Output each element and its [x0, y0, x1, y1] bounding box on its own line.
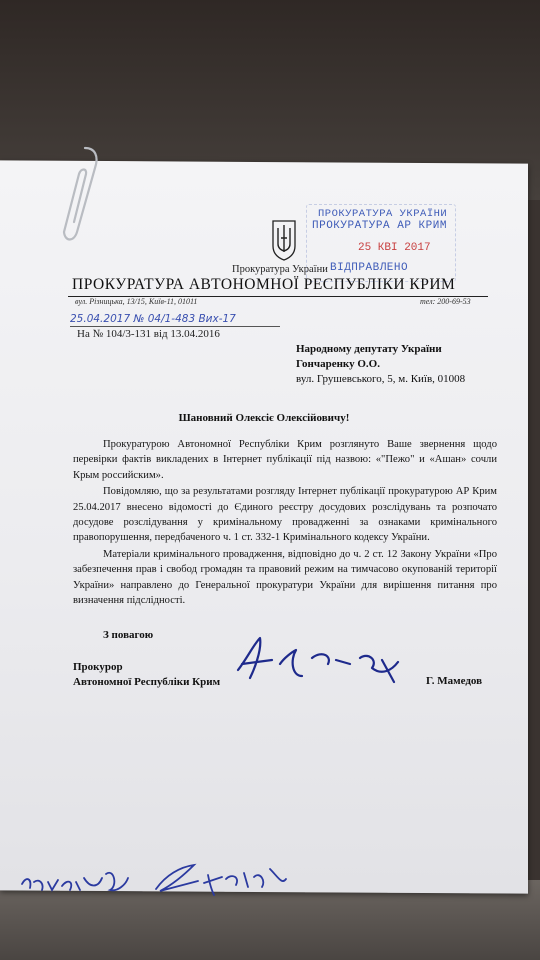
closing: З повагою — [103, 629, 154, 641]
registration-underline — [70, 326, 280, 327]
paperclip-icon — [55, 140, 105, 260]
signer-title — [73, 660, 220, 690]
trident-emblem-icon — [270, 218, 298, 262]
agency-address: вул. Різницька, 13/15, Київ-11, 01011 — [75, 297, 198, 306]
greeting: Шановний Олексіє Олексійовичу! — [178, 412, 350, 424]
signer-name: Г. Мамедов — [426, 675, 483, 687]
paragraph-3: Матеріали кримінального провадження, відповідно до ч. 2 ст. 12 Закону України «Про забезпечення прав і свобод громадян та правовий режим на тимчасово окупованій території України» направлено до Генеральної прокуратури України для вирішення питання про визначення підслідності. — [73, 548, 497, 607]
signature-icon — [232, 630, 412, 690]
recipient-name: Гончаренку О.О. — [296, 358, 380, 370]
recipient-address: вул. Грушевського, 5, м. Київ, 01008 — [296, 373, 466, 385]
stamp-line-1: ПРОКУРАТУРА УКРАЇНИ — [318, 208, 448, 220]
recipient-block — [296, 342, 465, 387]
stamp-line-3: ВІДПРАВЛЕНО — [330, 262, 409, 274]
agency-phone: тел: 200-69-53 — [420, 297, 471, 306]
stamp-line-2: ПРОКУРАТУРА АР КРИМ — [312, 220, 447, 232]
signer-title-line-1: Прокурор — [73, 661, 123, 673]
paragraph-2: Повідомляю, що за результатами розгляду Інтернет публікації прокуратурою АР Крим 25.04.2017 внесено відомості до Єдиного реєстру досудових розслідувань та розпочато досудове розслідування у кримінальному провадженні за ознаками кримінального правопорушення, передбаченого ч. 1 ст. 332-1 Кримінального кодексу України. — [73, 486, 497, 544]
handwritten-note-2-icon — [150, 855, 290, 900]
reference-number: На № 104/3-131 від 13.04.2016 — [77, 328, 220, 340]
handwritten-note-1-icon — [18, 860, 133, 900]
agency-small-title: Прокуратура України — [232, 264, 328, 275]
registration-number: 25.04.2017 № 04/1-483 Вих-17 — [70, 313, 236, 325]
paragraph-1: Прокуратурою Автономної Республіки Крим розглянуто Ваше звернення щодо перевірки фактів викладених в Інтернет публікації під назвою: «"Пежо" и «Ашан» сочли Крым российским». — [73, 439, 497, 481]
signer-title-line-2: Автономної Республіки Крим — [73, 676, 221, 688]
recipient-title: Народному депутату України — [296, 343, 442, 355]
letter-body — [73, 437, 497, 609]
agency-title: ПРОКУРАТУРА АВТОНОМНОЇ РЕСПУБЛІКИ КРИМ — [72, 276, 456, 293]
stamp-date: 25 КВІ 2017 — [358, 242, 431, 254]
